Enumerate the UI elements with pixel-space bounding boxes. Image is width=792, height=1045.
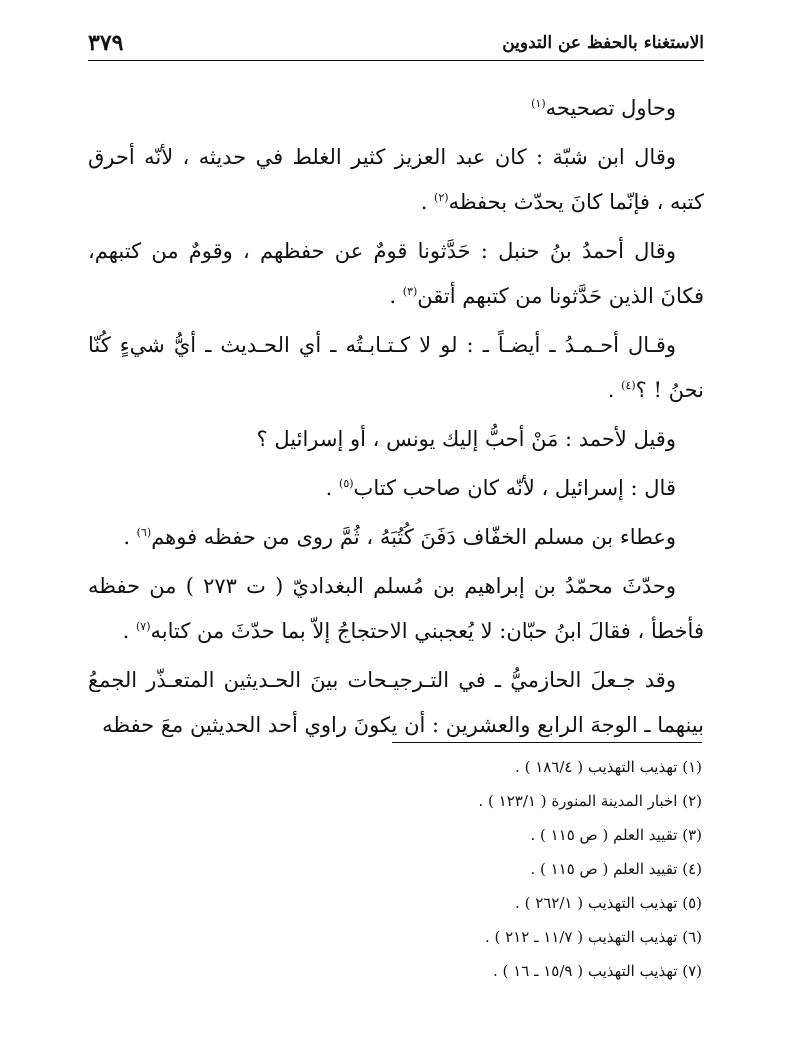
footnote-marker: (٥) [339, 477, 354, 490]
footnote: (١) تهذيب التهذيب ( ١٨٦/٤ ) . [515, 758, 702, 776]
footnote: (٣) تقييد العلم ( ص ١١٥ ) . [530, 826, 702, 844]
page-header [88, 26, 704, 61]
paragraph: وحدّثَ محمّدُ بن إبراهيم بن مُسلم البغداديّ ( ت ٢٧٣ ) من حفظه فأخطأ ، فقالَ ابنُ حبّان: لا يُعجبني الاحتجاجُ إلاّ بما حدّثَ من كتابه$^{(٧)}$ . [88, 574, 704, 643]
paragraph: وقد جـعلَ الحازميُّ ـ في التـرجيـحات بينَ الحـديثين المتعـذّر الجمعُ بينهما ـ الوجهَ الرابع والعشرين : أن يكونَ راوي أحد الحديثين معَ حفظه [88, 668, 704, 737]
footnote: (٦) تهذيب التهذيب ( ١١/٧ ـ ٢١٢ ) . [484, 928, 702, 946]
page-number: ٣٧٩ [88, 30, 124, 56]
paragraph: وقال أحمدُ بنُ حنبل : حَدَّثونا قومٌ عن حفظهم ، وقومٌ من كتبهم، فكانَ الذين حَدَّثونا من كتبهم أتقن$^{(٣)}$ . [88, 239, 704, 308]
footnote-separator [392, 742, 702, 743]
paragraph: وحاول تصحيحه$^{(١)}$ [531, 96, 676, 120]
footnote-marker: (٣) [402, 285, 418, 298]
running-title: الاستغناء بالحفظ عن التدوين [502, 33, 704, 53]
footnote: (٧) تهذيب التهذيب ( ١٥/٩ ـ ١٦ ) . [493, 962, 702, 980]
paragraph: وقيل لأحمد : مَنْ أحبُّ إليك يونس ، أو إسرائيل ؟ [256, 427, 676, 451]
footnote-marker: (٤) [621, 379, 636, 392]
footnote: (٤) تقييد العلم ( ص ١١٥ ) . [530, 860, 702, 878]
footnote-marker: (٢) [434, 191, 449, 204]
paragraph: وقـال أحـمـدُ ـ أيضـاً ـ : لو لا كـتـابـتُه ـ أي الحـديث ـ أيُّ شيءٍ كُنّا نحنُ ! ؟$^{(٤)}$ . [88, 333, 704, 402]
footnotes [88, 750, 702, 988]
footnote-marker: (٦) [136, 526, 152, 539]
footnote: (٢) اخبار المدينة المنورة ( ١٢٣/١ ) . [478, 792, 702, 810]
footnote-marker: (٧) [135, 620, 151, 633]
footnote: (٥) تهذيب التهذيب ( ٢٦٢/١ ) . [515, 894, 702, 912]
paragraph: وقال ابن شبّة : كان عبد العزيز كثير الغلط في حديثه ، لأنّه أحرق كتبه ، فإنّما كانَ يحدّث بحفظه$^{(٢)}$ . [88, 145, 704, 214]
main-text [88, 86, 704, 752]
paragraph: وعطاء بن مسلم الخفّاف دَفَنَ كُتُبَهُ ، ثُمَّ روى من حفظه فوهم$^{(٦)}$ . [123, 525, 676, 549]
footnote-marker: (١) [531, 97, 546, 110]
paragraph: قال : إسرائيل ، لأنّه كان صاحب كتاب$^{(٥)}$ . [325, 476, 676, 500]
